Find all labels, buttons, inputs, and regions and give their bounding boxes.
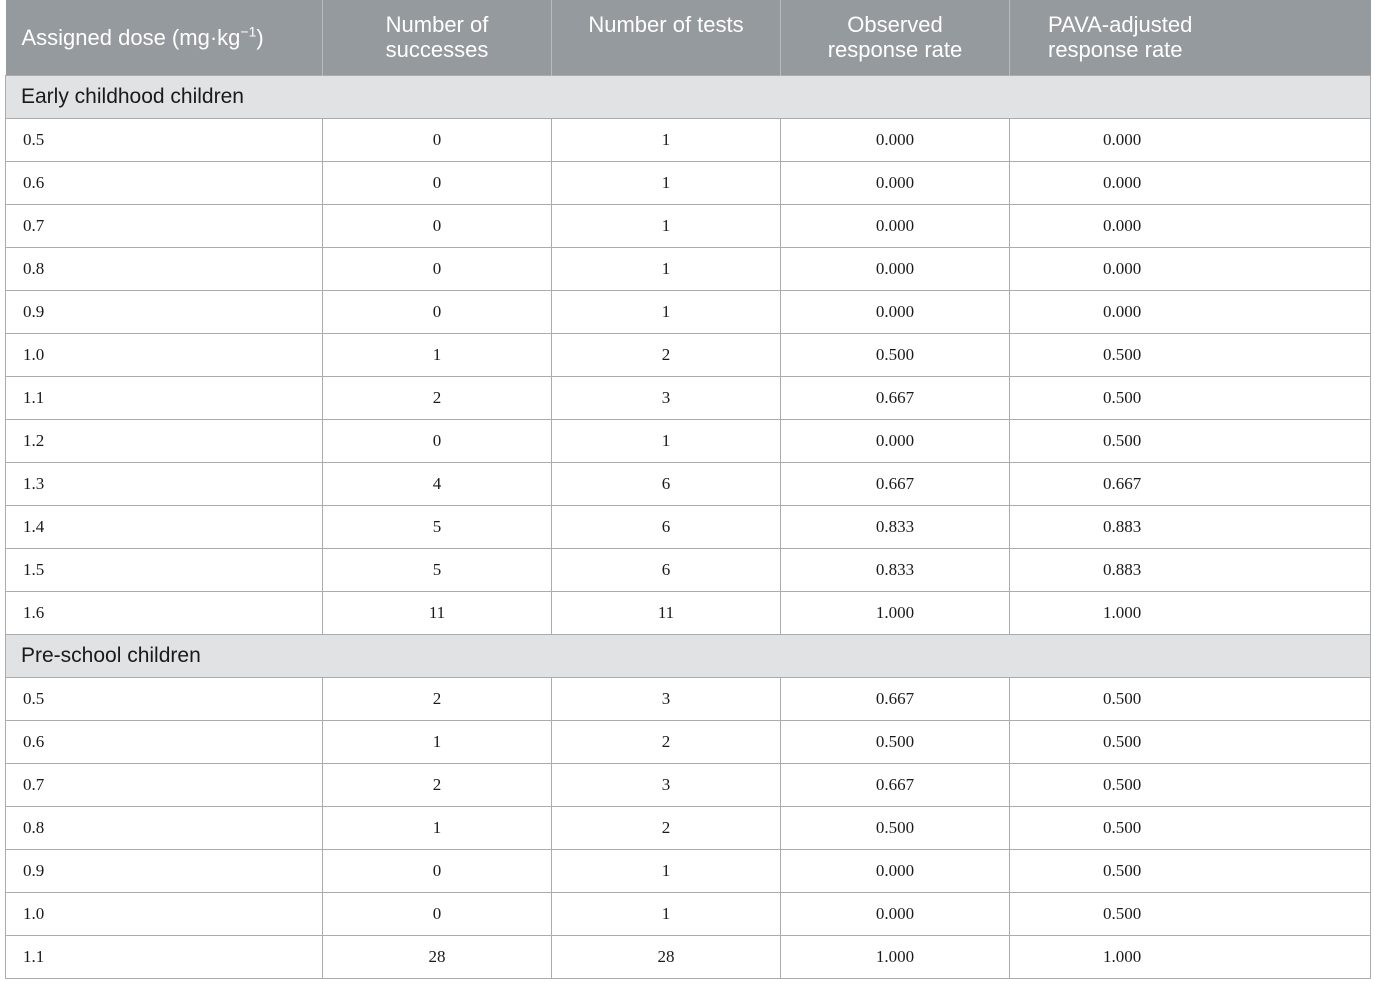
cell-number-of-tests: 3 xyxy=(552,763,781,806)
table-row xyxy=(6,591,1371,634)
cell-number-of-tests: 3 xyxy=(552,376,781,419)
cell-pava-adjusted-response-rate: 0.500 xyxy=(1010,376,1371,419)
table-row xyxy=(6,677,1371,720)
cell-pava-adjusted-response-rate: 0.000 xyxy=(1010,204,1371,247)
cell-number-of-tests: 1 xyxy=(552,892,781,935)
header-dose-suffix: ) xyxy=(256,24,264,50)
cell-number-of-successes: 2 xyxy=(323,376,552,419)
cell-assigned-dose: 0.9 xyxy=(6,849,323,892)
cell-pava-adjusted-response-rate: 0.500 xyxy=(1010,892,1371,935)
cell-observed-response-rate: 0.000 xyxy=(781,118,1010,161)
table-row xyxy=(6,161,1371,204)
cell-observed-response-rate: 0.667 xyxy=(781,376,1010,419)
cell-number-of-tests: 2 xyxy=(552,720,781,763)
cell-assigned-dose: 0.7 xyxy=(6,204,323,247)
cell-observed-response-rate: 1.000 xyxy=(781,591,1010,634)
cell-observed-response-rate: 0.000 xyxy=(781,204,1010,247)
cell-observed-response-rate: 0.000 xyxy=(781,419,1010,462)
cell-observed-response-rate: 0.833 xyxy=(781,505,1010,548)
cell-pava-adjusted-response-rate: 1.000 xyxy=(1010,935,1371,978)
cell-observed-response-rate: 0.000 xyxy=(781,892,1010,935)
cell-assigned-dose: 0.7 xyxy=(6,763,323,806)
table-row xyxy=(6,849,1371,892)
cell-pava-adjusted-response-rate: 0.000 xyxy=(1010,161,1371,204)
cell-number-of-successes: 4 xyxy=(323,462,552,505)
header-observed-line2: response rate xyxy=(827,37,963,63)
cell-number-of-tests: 1 xyxy=(552,204,781,247)
cell-assigned-dose: 1.6 xyxy=(6,591,323,634)
table-row xyxy=(6,763,1371,806)
cell-number-of-successes: 0 xyxy=(323,892,552,935)
cell-number-of-successes: 11 xyxy=(323,591,552,634)
cell-number-of-successes: 2 xyxy=(323,763,552,806)
cell-number-of-tests: 6 xyxy=(552,548,781,591)
cell-number-of-successes: 28 xyxy=(323,935,552,978)
cell-number-of-successes: 5 xyxy=(323,548,552,591)
cell-observed-response-rate: 1.000 xyxy=(781,935,1010,978)
cell-pava-adjusted-response-rate: 0.883 xyxy=(1010,505,1371,548)
cell-pava-adjusted-response-rate: 0.000 xyxy=(1010,290,1371,333)
cell-number-of-successes: 0 xyxy=(323,204,552,247)
cell-assigned-dose: 1.3 xyxy=(6,462,323,505)
cell-assigned-dose: 1.1 xyxy=(6,935,323,978)
cell-number-of-tests: 2 xyxy=(552,333,781,376)
header-number-of-tests xyxy=(552,0,781,75)
cell-pava-adjusted-response-rate: 0.000 xyxy=(1010,247,1371,290)
cell-number-of-tests: 11 xyxy=(552,591,781,634)
cell-number-of-tests: 1 xyxy=(552,247,781,290)
cell-observed-response-rate: 0.833 xyxy=(781,548,1010,591)
cell-number-of-successes: 0 xyxy=(323,849,552,892)
header-pava-line1: PAVA-adjusted xyxy=(1048,12,1193,38)
table-row xyxy=(6,376,1371,419)
header-tests-label: Number of tests xyxy=(588,12,744,38)
cell-number-of-successes: 0 xyxy=(323,118,552,161)
table-body xyxy=(6,75,1371,978)
cell-assigned-dose: 1.2 xyxy=(6,419,323,462)
cell-pava-adjusted-response-rate: 0.667 xyxy=(1010,462,1371,505)
header-observed-response-rate xyxy=(781,0,1010,75)
header-dose-prefix: Assigned dose (mg·kg xyxy=(21,24,241,50)
cell-number-of-tests: 1 xyxy=(552,849,781,892)
cell-pava-adjusted-response-rate: 0.500 xyxy=(1010,849,1371,892)
table-row xyxy=(6,204,1371,247)
section-row xyxy=(6,634,1371,677)
cell-number-of-tests: 1 xyxy=(552,419,781,462)
table-row xyxy=(6,290,1371,333)
cell-assigned-dose: 0.5 xyxy=(6,118,323,161)
cell-number-of-successes: 1 xyxy=(323,333,552,376)
cell-pava-adjusted-response-rate: 1.000 xyxy=(1010,591,1371,634)
table-row xyxy=(6,462,1371,505)
cell-number-of-successes: 0 xyxy=(323,419,552,462)
cell-number-of-successes: 5 xyxy=(323,505,552,548)
cell-number-of-successes: 0 xyxy=(323,290,552,333)
section-title: Early childhood children xyxy=(6,75,1371,118)
cell-pava-adjusted-response-rate: 0.500 xyxy=(1010,763,1371,806)
table-row xyxy=(6,247,1371,290)
table-row xyxy=(6,333,1371,376)
cell-number-of-tests: 1 xyxy=(552,290,781,333)
cell-assigned-dose: 1.0 xyxy=(6,892,323,935)
section-title: Pre-school children xyxy=(6,634,1371,677)
cell-assigned-dose: 1.5 xyxy=(6,548,323,591)
cell-assigned-dose: 0.9 xyxy=(6,290,323,333)
cell-pava-adjusted-response-rate: 0.500 xyxy=(1010,333,1371,376)
table-row xyxy=(6,419,1371,462)
dose-response-table-container xyxy=(5,0,1370,979)
cell-observed-response-rate: 0.000 xyxy=(781,290,1010,333)
cell-observed-response-rate: 0.000 xyxy=(781,247,1010,290)
cell-number-of-tests: 3 xyxy=(552,677,781,720)
cell-observed-response-rate: 0.000 xyxy=(781,161,1010,204)
table-header xyxy=(6,0,1371,75)
table-row xyxy=(6,720,1371,763)
cell-assigned-dose: 1.4 xyxy=(6,505,323,548)
cell-observed-response-rate: 0.500 xyxy=(781,720,1010,763)
header-assigned-dose xyxy=(6,0,323,75)
cell-number-of-tests: 1 xyxy=(552,118,781,161)
cell-pava-adjusted-response-rate: 0.883 xyxy=(1010,548,1371,591)
header-pava-adjusted-response-rate xyxy=(1010,0,1371,75)
header-successes-line2: successes xyxy=(385,37,489,63)
cell-number-of-tests: 6 xyxy=(552,505,781,548)
header-observed-line1: Observed xyxy=(847,12,943,38)
cell-assigned-dose: 0.6 xyxy=(6,161,323,204)
cell-pava-adjusted-response-rate: 0.500 xyxy=(1010,419,1371,462)
cell-number-of-successes: 1 xyxy=(323,806,552,849)
cell-number-of-successes: 0 xyxy=(323,161,552,204)
header-successes-line1: Number of xyxy=(385,12,489,38)
table-row xyxy=(6,892,1371,935)
cell-observed-response-rate: 0.667 xyxy=(781,677,1010,720)
cell-pava-adjusted-response-rate: 0.500 xyxy=(1010,720,1371,763)
cell-pava-adjusted-response-rate: 0.000 xyxy=(1010,118,1371,161)
section-row xyxy=(6,75,1371,118)
table-row xyxy=(6,548,1371,591)
header-dose-exponent: −1 xyxy=(240,23,257,40)
cell-pava-adjusted-response-rate: 0.500 xyxy=(1010,677,1371,720)
cell-number-of-successes: 0 xyxy=(323,247,552,290)
cell-assigned-dose: 0.8 xyxy=(6,247,323,290)
table-row xyxy=(6,505,1371,548)
table-row xyxy=(6,806,1371,849)
table-row xyxy=(6,935,1371,978)
cell-number-of-tests: 6 xyxy=(552,462,781,505)
table-row xyxy=(6,118,1371,161)
cell-number-of-tests: 1 xyxy=(552,161,781,204)
header-pava-line2: response rate xyxy=(1048,37,1183,63)
cell-pava-adjusted-response-rate: 0.500 xyxy=(1010,806,1371,849)
cell-number-of-successes: 2 xyxy=(323,677,552,720)
cell-number-of-tests: 2 xyxy=(552,806,781,849)
cell-observed-response-rate: 0.000 xyxy=(781,849,1010,892)
cell-observed-response-rate: 0.500 xyxy=(781,806,1010,849)
cell-number-of-successes: 1 xyxy=(323,720,552,763)
cell-assigned-dose: 0.5 xyxy=(6,677,323,720)
dose-response-table xyxy=(5,0,1371,979)
header-row xyxy=(6,0,1371,75)
cell-observed-response-rate: 0.500 xyxy=(781,333,1010,376)
cell-assigned-dose: 0.6 xyxy=(6,720,323,763)
cell-observed-response-rate: 0.667 xyxy=(781,462,1010,505)
cell-observed-response-rate: 0.667 xyxy=(781,763,1010,806)
cell-assigned-dose: 1.0 xyxy=(6,333,323,376)
cell-assigned-dose: 0.8 xyxy=(6,806,323,849)
header-number-of-successes xyxy=(323,0,552,75)
cell-assigned-dose: 1.1 xyxy=(6,376,323,419)
cell-number-of-tests: 28 xyxy=(552,935,781,978)
